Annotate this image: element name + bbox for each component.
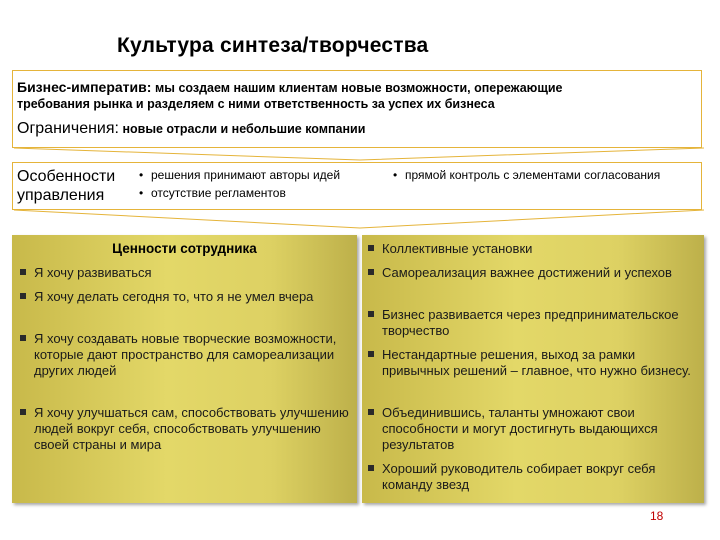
bullet-square-icon — [368, 269, 374, 275]
imperative-label: Бизнес-императив: — [17, 79, 152, 95]
collective-panel — [362, 235, 704, 503]
list-item: Объединившись, таланты умножают свои способности и могут достигнуть выдающихся результатов — [368, 405, 698, 453]
list-item: Хороший руководитель собирает вокруг себя команду звезд — [368, 461, 698, 493]
bullet-square-icon — [368, 245, 374, 251]
list-item: Я хочу развиваться — [20, 265, 350, 281]
bullet-square-icon — [20, 409, 26, 415]
list-item: Я хочу улучшаться сам, способствовать улучшению людей вокруг себя, способствовать улучшению своей страны и мира — [20, 405, 355, 453]
management-col-1: • решения принимают авторы идей • отсутствие регламентов — [139, 168, 341, 200]
list-item: Самореализация важнее достижений и успехов — [368, 265, 698, 281]
management-box — [12, 162, 702, 210]
bullet-square-icon — [20, 269, 26, 275]
imperative-text-1: мы создаем нашим клиентам новые возможности, опережающие — [155, 81, 563, 95]
management-item: прямой контроль с элементами согласования — [405, 168, 661, 182]
values-title: Ценности сотрудника — [112, 241, 257, 256]
page-title: Культура синтеза/творчества — [117, 34, 429, 57]
values-panel — [12, 235, 357, 503]
bullet-square-icon — [20, 335, 26, 341]
management-col-2: • прямой контроль с элементами согласования — [393, 168, 661, 182]
limitations-text: новые отрасли и небольшие компании — [122, 122, 366, 136]
list-item: Бизнес развивается через предпринимательское творчество — [368, 307, 698, 339]
list-item: Я хочу создавать новые творческие возможности, которые дают пространство для самореализации других людей — [20, 331, 345, 379]
page-number: 18 — [650, 509, 664, 523]
bullet-square-icon — [368, 465, 374, 471]
management-item: решения принимают авторы идей — [151, 168, 341, 182]
limitations-label: Ограничения: — [17, 120, 119, 137]
bullet-square-icon — [20, 293, 26, 299]
management-label: Особенности управления — [17, 168, 116, 204]
imperative-text-2: требования рынка и разделяем с ними ответственность за успех их бизнеса — [17, 97, 495, 111]
collective-title: Коллективные установки — [368, 241, 698, 257]
bullet-square-icon — [368, 409, 374, 415]
bullet-square-icon — [368, 351, 374, 357]
management-item: отсутствие регламентов — [151, 186, 286, 200]
list-item: Нестандартные решения, выход за рамки привычных решений – главное, что нужно бизнесу. — [368, 347, 700, 379]
list-item: Я хочу делать сегодня то, что я не умел вчера — [20, 289, 350, 305]
bullet-square-icon — [368, 311, 374, 317]
